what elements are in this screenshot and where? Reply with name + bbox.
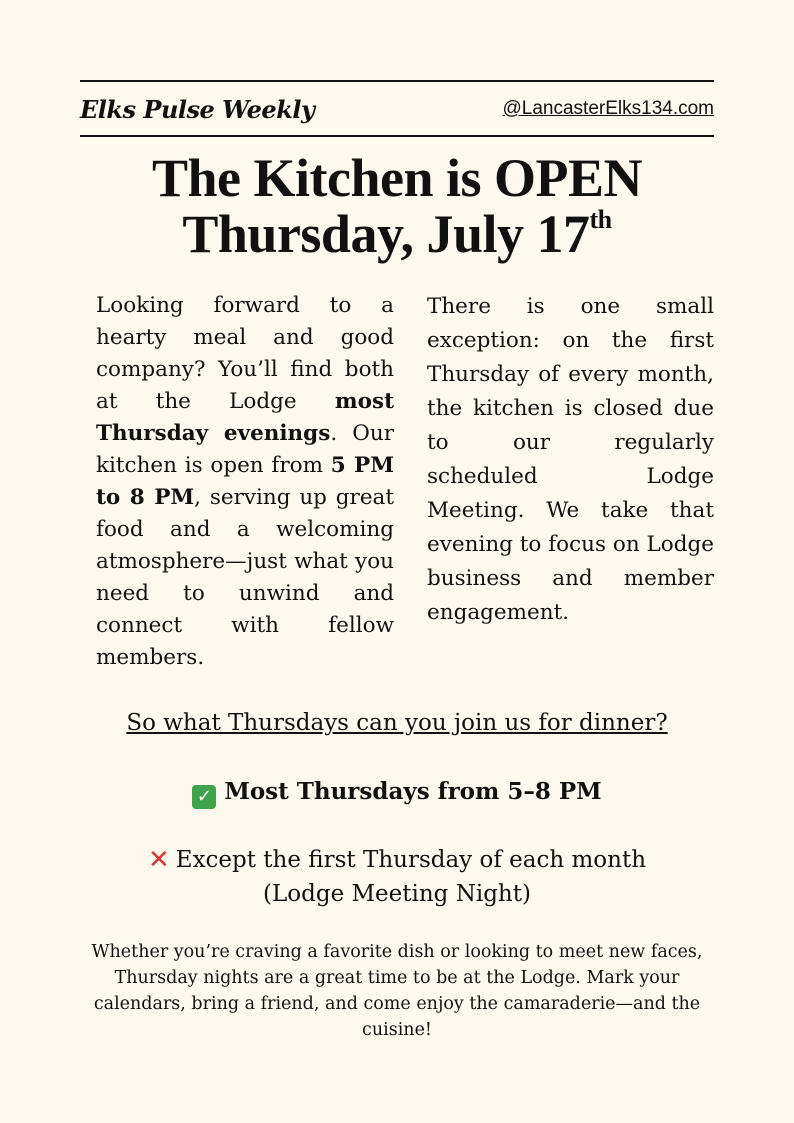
right-column: [427, 290, 714, 630]
header-top-rule: [80, 80, 714, 82]
headline-date: Thursday, July 17: [182, 204, 590, 264]
dinner-question: So what Thursdays can you join us for dinner?: [126, 710, 668, 736]
headline-date-suffix: th: [589, 205, 612, 234]
yes-item-text: Most Thursdays from 5–8 PM: [224, 778, 602, 805]
cross-icon: ✕: [147, 845, 170, 875]
left-column-paragraph: [96, 290, 394, 674]
left-text-1: Looking forward to a hearty meal and good company? You’ll find both at the Lodge: [96, 293, 394, 414]
masthead-logo: Elks Pulse Weekly: [80, 95, 315, 124]
no-item-row-1: [40, 843, 754, 877]
no-item-line-1: Except the first Thursday of each month: [175, 847, 647, 873]
left-column: [96, 290, 394, 674]
right-column-paragraph: There is one small exception: on the first Thursday of every month, the kitchen is closed due to our regularly scheduled Lodge Meeting. We take that evening to focus on Lodge business and member engagement.: [427, 294, 714, 625]
check-icon: ✓: [192, 785, 216, 809]
no-item: [40, 843, 754, 911]
no-item-line-2: (Lodge Meeting Night): [263, 881, 531, 907]
headline-line-2: [40, 206, 754, 262]
headline-line-1: The Kitchen is OPEN: [151, 148, 643, 208]
left-bold-2: 5 PM to 8 PM: [96, 453, 394, 510]
page-title: [40, 150, 754, 262]
header-bottom-rule: [80, 135, 714, 137]
left-bold-1: most Thursday evenings: [96, 389, 394, 446]
website-link[interactable]: @LancasterElks134.com: [502, 98, 714, 119]
left-text-3: , serving up great food and a welcoming atmosphere—just what you need to unwind and connect with fellow members.: [96, 485, 394, 670]
yes-item: [40, 775, 754, 809]
left-text-2: . Our kitchen is open from: [96, 421, 394, 478]
closing-paragraph: Whether you’re craving a favorite dish or looking to meet new faces, Thursday nights are a great time to be at the Lodge. Mark your calendars, bring a friend, and come enjoy the camaraderie—and the cuisine!: [91, 942, 703, 1040]
